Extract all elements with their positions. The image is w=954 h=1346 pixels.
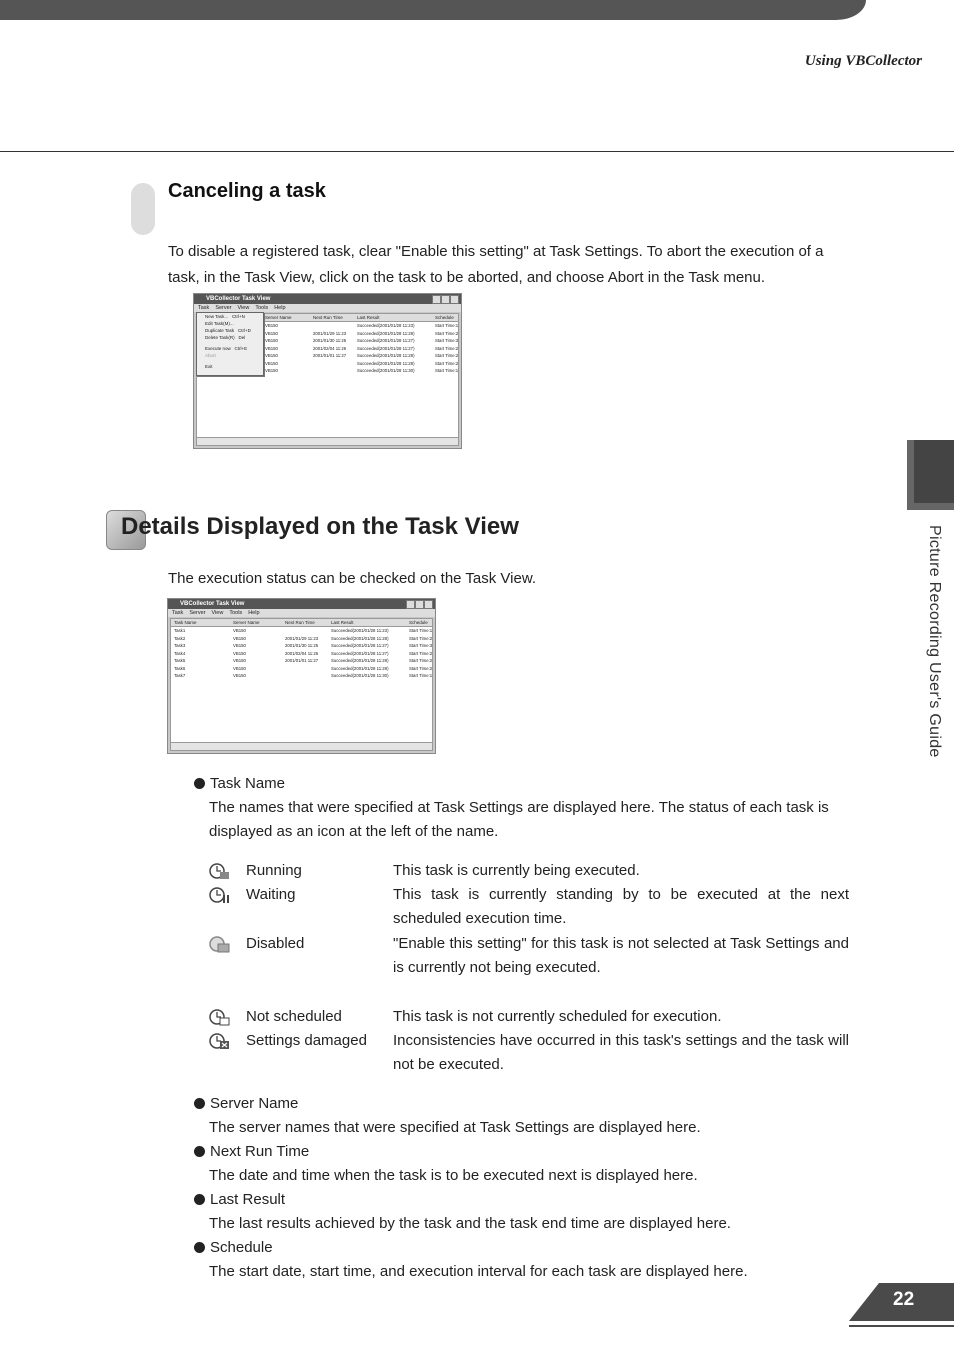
window-title: VBCollector Task View [194, 294, 461, 304]
task-menu-dropdown [196, 312, 264, 376]
menu-help[interactable]: Help [248, 610, 260, 616]
page-number: 22 [893, 1289, 915, 1310]
menu-server[interactable]: Server [189, 610, 206, 616]
table-row[interactable]: VB150 2001/02/04 11:26 Succeeded(2001/01/28 11:27) Start Time:2 [265, 345, 459, 351]
column-next-run-time[interactable]: Next Run Time [285, 620, 315, 625]
table-row[interactable]: VB150 2001/01/29 11:23 Succeeded(2001/01/28 11:28) Start Time:2 [265, 330, 459, 336]
menu-item-duplicate-task[interactable]: Duplicate Task Ctrl+D [205, 328, 251, 333]
table-row[interactable]: Task7 VB150 Succeeded(2001/01/28 11:30) Start Time:1 [174, 673, 433, 678]
task-view-window [167, 598, 436, 754]
close-icon[interactable] [424, 600, 433, 609]
window-title: VBCollector Task View [168, 599, 435, 609]
section-marker [131, 183, 155, 235]
last-result-desc: The last results achieved by the task and the task end time are displayed here. [209, 1215, 731, 1232]
chapter-label: Picture Recording User's Guide [926, 525, 943, 758]
table-row[interactable]: VB150 Succeeded(2001/01/28 11:28) Start Time:2 [265, 360, 459, 366]
table-row[interactable]: Task1 VB150 Succeeded(2001/01/28 11:23) Start Time:1 [174, 628, 433, 633]
maximize-icon[interactable] [441, 295, 450, 304]
menu-item-abort[interactable]: Abort [205, 353, 216, 358]
top-banner [0, 0, 866, 20]
task-list-header [171, 619, 432, 627]
header-rule [0, 151, 954, 152]
chapter-tab-inner [914, 440, 954, 503]
menu-view[interactable]: View [211, 610, 224, 616]
menu-server[interactable]: Server [215, 305, 232, 311]
task-name-desc: The names that were specified at Task Settings are displayed here. The status of each task is displayed as an icon at the left of the name. [209, 799, 829, 840]
task-list [170, 618, 433, 743]
column-task-name[interactable]: Task Name [174, 620, 197, 625]
horizontal-scrollbar[interactable] [196, 437, 459, 446]
close-icon[interactable] [450, 295, 459, 304]
running-header: Using VBCollector [804, 53, 922, 69]
task-view-window-menu [193, 293, 462, 449]
menu-item-new-task[interactable]: New Task... Ctrl+N [205, 314, 245, 319]
menu-help[interactable]: Help [274, 305, 286, 311]
minimize-icon[interactable] [432, 295, 441, 304]
maximize-icon[interactable] [415, 600, 424, 609]
bullet-icon [194, 1194, 205, 1205]
table-row[interactable]: Task2 VB150 2001/01/29 11:23 Succeeded(2001/01/28 11:28) Start Time:2 [174, 635, 433, 641]
column-schedule[interactable]: Schedule [435, 315, 454, 320]
not-scheduled-icon [208, 1007, 230, 1027]
column-last-result[interactable]: Last Result [331, 620, 354, 625]
table-row[interactable]: VB150 Succeeded(2001/01/28 11:23) Start Time:1 [265, 323, 459, 328]
menu-view[interactable]: View [237, 305, 250, 311]
bullet-last-result: Last Result [194, 1188, 285, 1212]
bullet-next-run-time: Next Run Time [194, 1140, 309, 1164]
menu-task[interactable]: Task [198, 305, 210, 311]
bullet-schedule: Schedule [194, 1236, 273, 1260]
bullet-icon [194, 1242, 205, 1253]
next-run-time-desc: The date and time when the task is to be executed next is displayed here. [209, 1167, 698, 1184]
page-number-rule [849, 1325, 954, 1327]
column-schedule[interactable]: Schedule [409, 620, 428, 625]
table-row[interactable]: Task5 VB150 2001/01/01 11:27 Succeeded(2001/01/28 11:28) Start Time:2 [174, 658, 433, 663]
running-icon [208, 861, 230, 881]
settings-damaged-icon [208, 1031, 230, 1051]
bullet-task-name: Task Name [194, 772, 285, 796]
bullet-icon [194, 778, 205, 789]
horizontal-scrollbar[interactable] [170, 742, 433, 751]
column-last-result[interactable]: Last Result [357, 315, 380, 320]
table-row[interactable]: VB150 2001/01/01 11:27 Succeeded(2001/01/28 11:28) Start Time:2 [265, 353, 459, 358]
bullet-icon [194, 1146, 205, 1157]
table-row[interactable]: Task4 VB150 2001/02/04 11:26 Succeeded(2001/01/28 11:27) Start Time:2 [174, 650, 433, 656]
menu-tools[interactable]: Tools [255, 305, 269, 311]
menu-item-exit[interactable]: Exit [205, 364, 213, 369]
table-row[interactable]: Task3 VB150 2001/01/30 11:25 Succeeded(2001/01/28 11:27) Start Time:3 [174, 643, 433, 648]
menu-item-edit-task[interactable]: Edit Task(M)... [205, 321, 234, 326]
schedule-desc: The start date, start time, and execution interval for each task are displayed here. [209, 1263, 748, 1280]
minimize-icon[interactable] [406, 600, 415, 609]
window-menubar [168, 609, 435, 617]
canceling-paragraph: To disable a registered task, clear "Enable this setting" at Task Settings. To abort the execution of a task, in the Task View, click on the task to be aborted, and choose Abort in the Task menu. [168, 243, 824, 286]
waiting-icon [208, 885, 230, 905]
section-heading-canceling: Canceling a task [168, 180, 326, 202]
menu-task[interactable]: Task [172, 610, 184, 616]
section-heading-details: Details Displayed on the Task View [121, 513, 519, 540]
table-row[interactable]: VB150 2001/01/30 11:25 Succeeded(2001/01/28 11:27) Start Time:3 [265, 338, 459, 343]
menu-tools[interactable]: Tools [229, 610, 243, 616]
table-row[interactable]: VB150 Succeeded(2001/01/28 11:30) Start Time:1 [265, 368, 459, 373]
details-intro: The execution status can be checked on the Task View. [168, 570, 537, 587]
column-server-name[interactable]: Server Name [265, 315, 292, 320]
window-menubar [194, 304, 461, 312]
server-name-desc: The server names that were specified at Task Settings are displayed here. [209, 1119, 701, 1136]
column-next-run-time[interactable]: Next Run Time [313, 315, 343, 320]
menu-item-delete-task[interactable]: Delete Task(R) Del [205, 335, 246, 340]
bullet-server-name: Server Name [194, 1092, 298, 1116]
table-row[interactable]: Task6 VB150 Succeeded(2001/01/28 11:28) Start Time:2 [174, 665, 433, 671]
disabled-icon [208, 934, 230, 954]
menu-item-execute-now[interactable]: Execute now Ctrl+E [205, 346, 248, 351]
bullet-icon [194, 1098, 205, 1109]
column-server-name[interactable]: Server Name [233, 620, 260, 625]
